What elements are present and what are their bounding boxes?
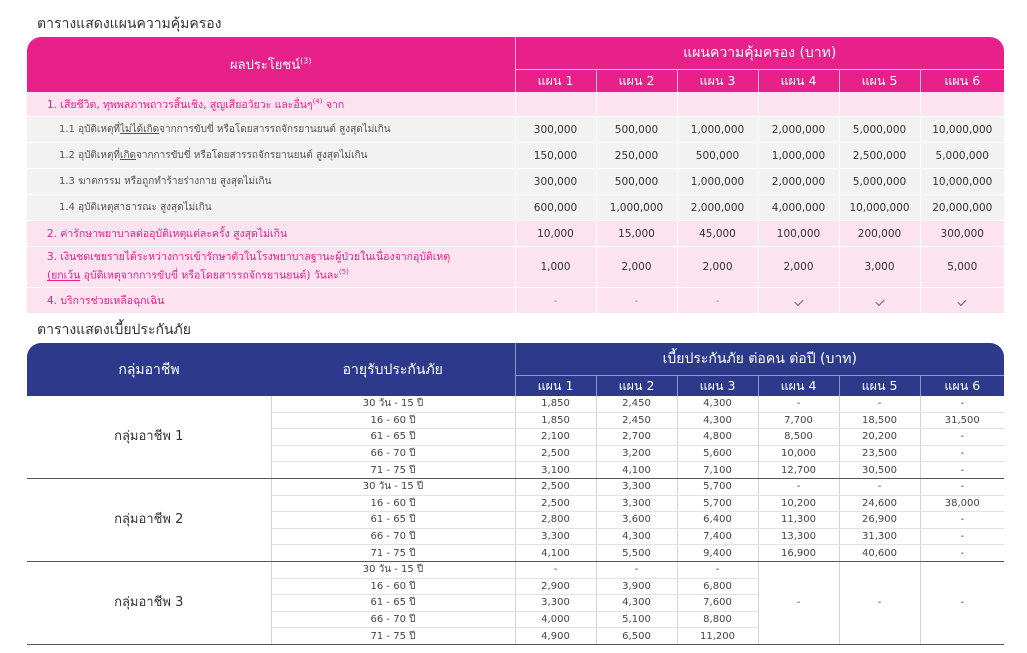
plan-5-value [839, 92, 920, 117]
plan-5-value [839, 288, 920, 314]
benefit-label-sup: (5) [338, 268, 349, 277]
plan-3-value: 1,000,000 [677, 117, 758, 143]
premium-plan-1: 2,100 [515, 429, 596, 446]
premium-plan-1: 2,800 [515, 512, 596, 529]
plan-5-value: 5,000,000 [839, 117, 920, 143]
plan-2-value: 500,000 [596, 117, 677, 143]
plan-1-value: 1,000 [515, 247, 596, 288]
premium-plan-3: 8,800 [677, 611, 758, 628]
plan-3-value: 45,000 [677, 221, 758, 247]
premium-plan-3: 6,800 [677, 578, 758, 595]
occupation-group-name: กลุ่มอาชีพ 3 [27, 561, 271, 644]
premium-plan-2: 3,300 [596, 478, 677, 495]
benefit-label-line2 [47, 265, 515, 284]
plan-2-value [596, 288, 677, 314]
occupation-group-name: กลุ่มอาชีพ 2 [27, 478, 271, 561]
benefit-header-sup: (3) [300, 56, 312, 66]
plan-4-value: 2,000,000 [758, 117, 839, 143]
benefit-label: 1.3 ฆาตกรรม หรือถูกทำร้ายร่างกาย สูงสุดไม่เกิน [27, 169, 515, 195]
plan-header-3: แผน 3 [677, 70, 758, 93]
premium-plan-5: - [839, 396, 920, 412]
plan-1-value: 10,000 [515, 221, 596, 247]
age-range: 30 วัน - 15 ปี [271, 561, 515, 578]
premium-plan-4: 12,700 [758, 462, 839, 479]
age-range: 71 - 75 ปี [271, 545, 515, 562]
plan-6-value: 5,000 [920, 247, 1004, 288]
benefit-label [27, 247, 515, 288]
plan-1-value: 600,000 [515, 195, 596, 221]
premium-row [27, 478, 1004, 495]
premium-plan-3: 7,600 [677, 595, 758, 612]
premium-plan-3: 5,700 [677, 478, 758, 495]
age-range: 61 - 65 ปี [271, 429, 515, 446]
plan-6-value: 10,000,000 [920, 117, 1004, 143]
dash-value: - [634, 294, 639, 307]
premium-table-title: ตารางแสดงเบี้ยประกันภัย [37, 322, 191, 338]
plan-3-value: 2,000,000 [677, 195, 758, 221]
benefit-label-rest: อุบัติเหตุจากการขับขี่ หรือโดยสารรถจักรยานยนต์) วันละ [80, 269, 339, 282]
premium-plan-2: 5,100 [596, 611, 677, 628]
plan-5-value: 200,000 [839, 221, 920, 247]
premium-row [27, 396, 1004, 412]
plan-2-value: 1,000,000 [596, 195, 677, 221]
premium-plan-6: - [920, 561, 1004, 644]
age-range: 30 วัน - 15 ปี [271, 478, 515, 495]
coverage-table-body [27, 92, 1004, 314]
premium-plan-3: 5,700 [677, 495, 758, 512]
check-icon [958, 296, 967, 305]
premium-plan-3: 7,400 [677, 528, 758, 545]
premium-plan-3: 5,600 [677, 445, 758, 462]
premium-plan-6: - [920, 528, 1004, 545]
premium-plan-3: 4,300 [677, 412, 758, 429]
premium-plan-6: - [920, 545, 1004, 562]
age-range: 16 - 60 ปี [271, 495, 515, 512]
plan-2-value: 15,000 [596, 221, 677, 247]
premium-plan-5: 30,500 [839, 462, 920, 479]
premium-plan-2: 4,100 [596, 462, 677, 479]
premium-plan-3: 11,200 [677, 628, 758, 645]
coverage-table-title: ตารางแสดงแผนความคุ้มครอง [37, 16, 222, 32]
plan-3-value: 500,000 [677, 143, 758, 169]
premium-plan-5: 20,200 [839, 429, 920, 446]
age-range: 66 - 70 ปี [271, 445, 515, 462]
benefit-label: 2. ค่ารักษาพยาบาลต่ออุบัติเหตุแต่ละครั้ง สูงสุดไม่เกิน [27, 221, 515, 247]
premium-plan-2: 2,450 [596, 396, 677, 412]
occupation-group-header: กลุ่มอาชีพ [27, 343, 271, 396]
plans-header: แผนความคุ้มครอง (บาท) [515, 37, 1004, 70]
premium-plan-6: - [920, 462, 1004, 479]
premium-plan-3: 4,800 [677, 429, 758, 446]
age-range: 66 - 70 ปี [271, 528, 515, 545]
premium-plan-5: - [839, 561, 920, 644]
coverage-row [27, 169, 1004, 195]
plan-6-value: 10,000,000 [920, 169, 1004, 195]
plan-1-value [515, 92, 596, 117]
plan-header-4: แผน 4 [758, 70, 839, 93]
coverage-table [27, 37, 1004, 314]
plan-2-value [596, 92, 677, 117]
premium-plan-5: 24,600 [839, 495, 920, 512]
premium-plan-5: 26,900 [839, 512, 920, 529]
benefit-label: 1.1 อุบัติเหตุที่ไม่ได้เกิดจากการขับขี่ หรือโดยสารรถจักรยานยนต์ สูงสุดไม่เกิน [27, 117, 515, 143]
premium-plan-4: 7,700 [758, 412, 839, 429]
plan-5-value: 3,000 [839, 247, 920, 288]
plan-header-1: แผน 1 [515, 376, 596, 397]
premium-header: เบี้ยประกันภัย ต่อคน ต่อปี (บาท) [515, 343, 1004, 376]
plan-header-6: แผน 6 [920, 376, 1004, 397]
premium-plan-4: 13,300 [758, 528, 839, 545]
premium-plan-5: 40,600 [839, 545, 920, 562]
plan-header-3: แผน 3 [677, 376, 758, 397]
premium-plan-4: 11,300 [758, 512, 839, 529]
premium-plan-3: 6,400 [677, 512, 758, 529]
premium-plan-1: - [515, 561, 596, 578]
coverage-row [27, 247, 1004, 288]
plan-4-value: 4,000,000 [758, 195, 839, 221]
premium-plan-4: 16,900 [758, 545, 839, 562]
plan-3-value: 2,000 [677, 247, 758, 288]
premium-plan-4: - [758, 396, 839, 412]
premium-plan-3: 4,300 [677, 396, 758, 412]
plan-2-value: 2,000 [596, 247, 677, 288]
plan-header-2: แผน 2 [596, 70, 677, 93]
premium-plan-4: 10,000 [758, 445, 839, 462]
premium-plan-1: 2,900 [515, 578, 596, 595]
premium-plan-1: 2,500 [515, 478, 596, 495]
benefit-header-label: ผลประโยชน์ [230, 58, 301, 73]
age-range: 30 วัน - 15 ปี [271, 396, 515, 412]
plan-1-value: 300,000 [515, 169, 596, 195]
premium-plan-2: 6,500 [596, 628, 677, 645]
plan-6-value [920, 92, 1004, 117]
premium-plan-1: 3,300 [515, 528, 596, 545]
plan-header-6: แผน 6 [920, 70, 1004, 93]
premium-table-body [27, 396, 1004, 644]
premium-plan-2: 4,300 [596, 528, 677, 545]
check-icon [875, 296, 884, 305]
plan-4-value [758, 288, 839, 314]
premium-plan-1: 2,500 [515, 495, 596, 512]
premium-plan-4: 8,500 [758, 429, 839, 446]
premium-plan-1: 2,500 [515, 445, 596, 462]
premium-plan-6: 38,000 [920, 495, 1004, 512]
plan-header-5: แผน 5 [839, 376, 920, 397]
benefit-label-sup: (4) [312, 97, 323, 105]
plan-4-value: 2,000 [758, 247, 839, 288]
plan-5-value: 5,000,000 [839, 169, 920, 195]
plan-4-value: 2,000,000 [758, 169, 839, 195]
age-range: 71 - 75 ปี [271, 628, 515, 645]
plan-6-value: 300,000 [920, 221, 1004, 247]
plan-header-4: แผน 4 [758, 376, 839, 397]
age-range: 16 - 60 ปี [271, 578, 515, 595]
coverage-row [27, 143, 1004, 169]
premium-plan-2: 3,300 [596, 495, 677, 512]
plan-1-value: 150,000 [515, 143, 596, 169]
plan-4-value: 1,000,000 [758, 143, 839, 169]
benefit-label: 4. บริการช่วยเหลือฉุกเฉิน [27, 288, 515, 314]
premium-plan-4: - [758, 478, 839, 495]
benefit-label: 1.4 อุบัติเหตุสาธารณะ สูงสุดไม่เกิน [27, 195, 515, 221]
age-range: 61 - 65 ปี [271, 512, 515, 529]
insured-age-header: อายุรับประกันภัย [271, 343, 515, 396]
premium-plan-2: - [596, 561, 677, 578]
premium-plan-4: 10,200 [758, 495, 839, 512]
plan-1-value [515, 288, 596, 314]
premium-plan-6: - [920, 429, 1004, 446]
plan-header-2: แผน 2 [596, 376, 677, 397]
age-range: 61 - 65 ปี [271, 595, 515, 612]
age-range: 71 - 75 ปี [271, 462, 515, 479]
coverage-row [27, 117, 1004, 143]
age-range: 66 - 70 ปี [271, 611, 515, 628]
age-range: 16 - 60 ปี [271, 412, 515, 429]
dash-value: - [553, 294, 558, 307]
premium-plan-1: 4,100 [515, 545, 596, 562]
occupation-group-name: กลุ่มอาชีพ 1 [27, 396, 271, 478]
premium-plan-1: 3,300 [515, 595, 596, 612]
check-icon [794, 296, 803, 305]
premium-plan-3: 7,100 [677, 462, 758, 479]
premium-row [27, 561, 1004, 578]
premium-plan-2: 5,500 [596, 545, 677, 562]
premium-plan-2: 3,200 [596, 445, 677, 462]
premium-plan-2: 2,700 [596, 429, 677, 446]
dash-value: - [715, 294, 720, 307]
plan-3-value: 1,000,000 [677, 169, 758, 195]
benefit-label-underlined: (ยกเว้น [47, 269, 81, 282]
premium-plan-5: - [839, 478, 920, 495]
premium-plan-1: 3,100 [515, 462, 596, 479]
premium-table [27, 343, 1004, 645]
premium-plan-6: - [920, 478, 1004, 495]
premium-plan-3: 9,400 [677, 545, 758, 562]
premium-plan-2: 2,450 [596, 412, 677, 429]
premium-plan-5: 31,300 [839, 528, 920, 545]
benefit-label-suffix: จาก [322, 98, 345, 111]
plan-4-value [758, 92, 839, 117]
benefit-label [27, 92, 515, 117]
plan-5-value: 10,000,000 [839, 195, 920, 221]
plan-header-5: แผน 5 [839, 70, 920, 93]
plan-2-value: 250,000 [596, 143, 677, 169]
premium-plan-2: 3,900 [596, 578, 677, 595]
premium-plan-6: - [920, 512, 1004, 529]
premium-plan-3: - [677, 561, 758, 578]
plan-1-value: 300,000 [515, 117, 596, 143]
plan-6-value [920, 288, 1004, 314]
premium-plan-6: 31,500 [920, 412, 1004, 429]
benefit-label-line1: 3. เงินชดเชยรายได้ระหว่างการเข้ารักษาตัวในโรงพยาบาลฐานะผู้ป่วยในเนื่องจากอุบัติเหตุ [47, 251, 451, 264]
coverage-row [27, 221, 1004, 247]
premium-plan-1: 1,850 [515, 396, 596, 412]
premium-plan-5: 23,500 [839, 445, 920, 462]
benefit-label-text: 1. เสียชีวิต, ทุพพลภาพถาวรสิ้นเชิง, สูญเสียอวัยวะ และอื่นๆ [47, 98, 313, 111]
coverage-row [27, 195, 1004, 221]
premium-plan-2: 3,600 [596, 512, 677, 529]
premium-plan-4: - [758, 561, 839, 644]
plan-4-value: 100,000 [758, 221, 839, 247]
premium-plan-1: 4,900 [515, 628, 596, 645]
plan-6-value: 20,000,000 [920, 195, 1004, 221]
premium-plan-1: 4,000 [515, 611, 596, 628]
plan-3-value [677, 92, 758, 117]
premium-plan-6: - [920, 445, 1004, 462]
benefit-label: 1.2 อุบัติเหตุที่เกิดจากการขับขี่ หรือโดยสารรถจักรยานยนต์ สูงสุดไม่เกิน [27, 143, 515, 169]
plan-2-value: 500,000 [596, 169, 677, 195]
premium-plan-2: 4,300 [596, 595, 677, 612]
plan-5-value: 2,500,000 [839, 143, 920, 169]
benefit-header [27, 37, 515, 92]
plan-3-value [677, 288, 758, 314]
premium-plan-6: - [920, 396, 1004, 412]
premium-plan-1: 1,850 [515, 412, 596, 429]
plan-6-value: 5,000,000 [920, 143, 1004, 169]
plan-header-1: แผน 1 [515, 70, 596, 93]
premium-plan-5: 18,500 [839, 412, 920, 429]
coverage-row [27, 288, 1004, 314]
coverage-row [27, 92, 1004, 117]
